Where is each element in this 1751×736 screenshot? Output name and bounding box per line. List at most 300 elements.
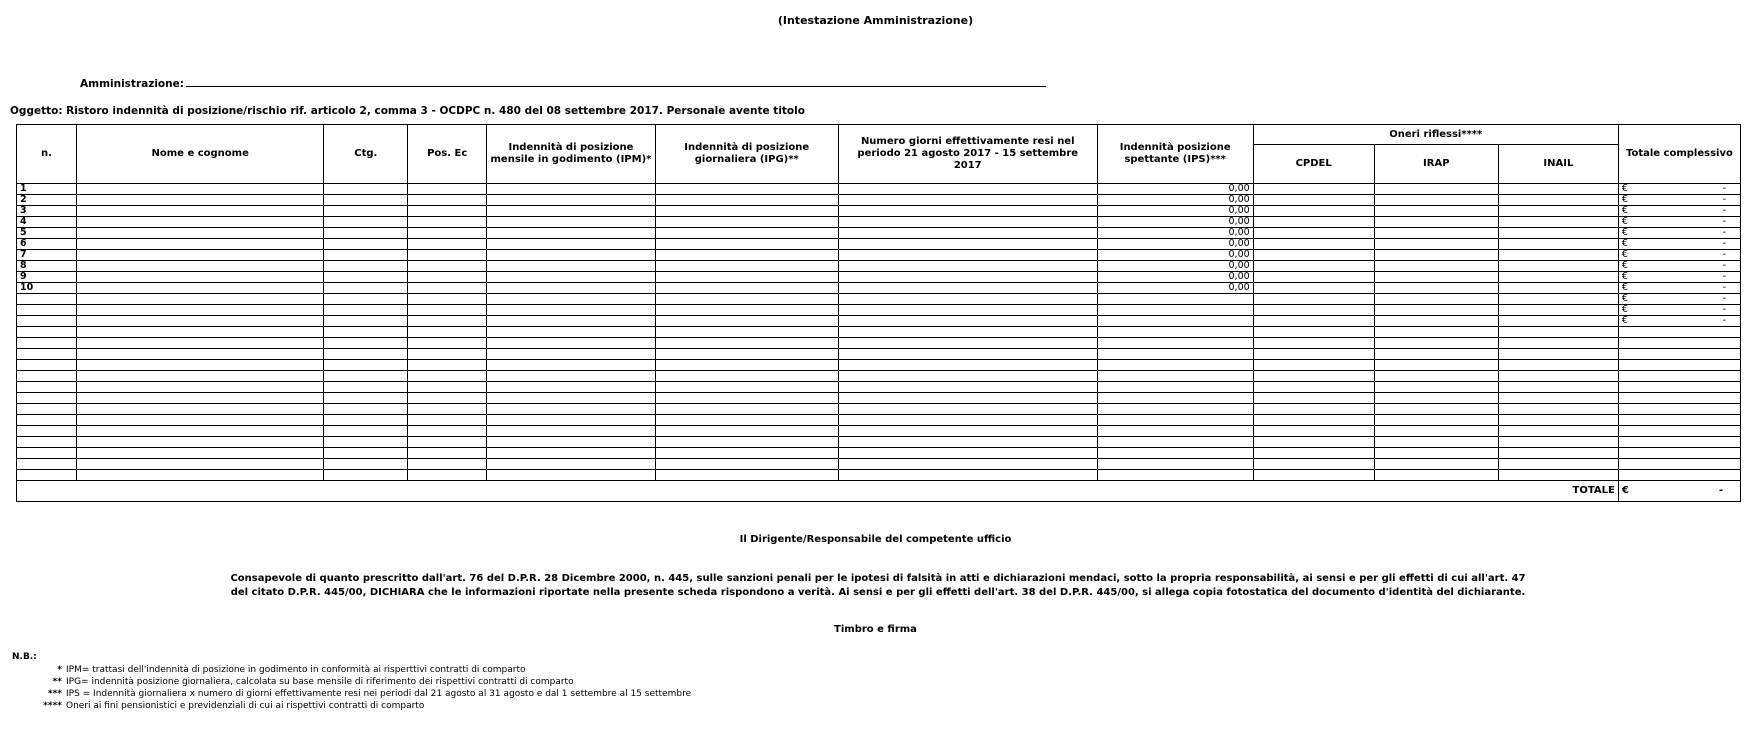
pos-cell[interactable] [408, 437, 487, 448]
name-cell[interactable] [76, 195, 324, 206]
row-number-cell: 7 [17, 250, 77, 261]
ctg-cell[interactable] [324, 316, 408, 327]
name-cell[interactable] [76, 327, 324, 338]
name-cell[interactable] [76, 228, 324, 239]
ctg-cell[interactable] [324, 327, 408, 338]
days-cell[interactable] [838, 382, 1097, 393]
name-cell[interactable] [76, 459, 324, 470]
total-euro-cell [1618, 404, 1642, 415]
cpdel-cell[interactable] [1253, 206, 1374, 217]
inail-cell[interactable] [1498, 382, 1618, 393]
inail-cell[interactable] [1498, 217, 1618, 228]
irap-cell[interactable] [1374, 371, 1498, 382]
days-cell[interactable] [838, 426, 1097, 437]
ipg-cell[interactable] [655, 437, 838, 448]
ipm-cell[interactable] [487, 184, 655, 195]
inail-cell[interactable] [1498, 305, 1618, 316]
ctg-cell[interactable] [324, 228, 408, 239]
ips-cell: 0,00 [1097, 217, 1253, 228]
pos-cell[interactable] [408, 470, 487, 481]
ips-cell [1097, 404, 1253, 415]
days-cell[interactable] [838, 228, 1097, 239]
days-cell[interactable] [838, 393, 1097, 404]
name-cell[interactable] [76, 272, 324, 283]
ipg-cell[interactable] [655, 305, 838, 316]
ipg-cell[interactable] [655, 448, 838, 459]
ctg-cell[interactable] [324, 184, 408, 195]
cpdel-cell[interactable] [1253, 470, 1374, 481]
cpdel-cell[interactable] [1253, 415, 1374, 426]
ips-cell [1097, 371, 1253, 382]
cpdel-cell[interactable] [1253, 437, 1374, 448]
ipg-cell[interactable] [655, 338, 838, 349]
total-euro-cell: € [1618, 217, 1642, 228]
cpdel-cell[interactable] [1253, 349, 1374, 360]
pos-cell[interactable] [408, 272, 487, 283]
ipg-cell[interactable] [655, 261, 838, 272]
ipm-cell[interactable] [487, 294, 655, 305]
ctg-cell[interactable] [324, 371, 408, 382]
inail-cell[interactable] [1498, 415, 1618, 426]
ctg-cell[interactable] [324, 459, 408, 470]
inail-cell[interactable] [1498, 294, 1618, 305]
total-euro-cell: € [1618, 206, 1642, 217]
ips-cell [1097, 459, 1253, 470]
ipm-cell[interactable] [487, 261, 655, 272]
inail-cell[interactable] [1498, 250, 1618, 261]
ipm-cell[interactable] [487, 316, 655, 327]
days-cell[interactable] [838, 272, 1097, 283]
table-row [17, 261, 1741, 272]
total-cell [1642, 393, 1740, 404]
ctg-cell[interactable] [324, 349, 408, 360]
row-number-cell: 4 [17, 217, 77, 228]
total-cell: - [1642, 228, 1740, 239]
inail-cell[interactable] [1498, 404, 1618, 415]
name-cell[interactable] [76, 261, 324, 272]
days-cell[interactable] [838, 338, 1097, 349]
declaration-text [12, 572, 1744, 600]
nb-label: N.B.: [12, 652, 37, 662]
days-cell[interactable] [838, 349, 1097, 360]
row-number-cell [17, 404, 77, 415]
pos-cell[interactable] [408, 459, 487, 470]
header-totale: Totale complessivo [1618, 125, 1740, 184]
inail-cell[interactable] [1498, 283, 1618, 294]
ctg-cell[interactable] [324, 393, 408, 404]
ctg-cell[interactable] [324, 470, 408, 481]
irap-cell[interactable] [1374, 283, 1498, 294]
ipm-cell[interactable] [487, 327, 655, 338]
days-cell[interactable] [838, 437, 1097, 448]
ipm-cell[interactable] [487, 338, 655, 349]
cpdel-cell[interactable] [1253, 250, 1374, 261]
pos-cell[interactable] [408, 371, 487, 382]
ips-cell: 0,00 [1097, 184, 1253, 195]
irap-cell[interactable] [1374, 470, 1498, 481]
cpdel-cell[interactable] [1253, 393, 1374, 404]
ipm-cell[interactable] [487, 206, 655, 217]
cpdel-cell[interactable] [1253, 294, 1374, 305]
ipg-cell[interactable] [655, 217, 838, 228]
irap-cell[interactable] [1374, 250, 1498, 261]
table-row [17, 316, 1741, 327]
days-cell[interactable] [838, 327, 1097, 338]
total-euro-cell [1618, 426, 1642, 437]
total-cell [1642, 338, 1740, 349]
ipg-cell[interactable] [655, 184, 838, 195]
ctg-cell[interactable] [324, 448, 408, 459]
days-cell[interactable] [838, 470, 1097, 481]
ipm-cell[interactable] [487, 305, 655, 316]
name-cell[interactable] [76, 294, 324, 305]
name-cell[interactable] [76, 393, 324, 404]
ctg-cell[interactable] [324, 272, 408, 283]
pos-cell[interactable] [408, 206, 487, 217]
cpdel-cell[interactable] [1253, 404, 1374, 415]
total-euro-cell: € [1618, 283, 1642, 294]
ipg-cell[interactable] [655, 360, 838, 371]
pos-cell[interactable] [408, 305, 487, 316]
days-cell[interactable] [838, 283, 1097, 294]
name-cell[interactable] [76, 360, 324, 371]
ctg-cell[interactable] [324, 382, 408, 393]
total-cell [1642, 415, 1740, 426]
name-cell[interactable] [76, 371, 324, 382]
ipg-cell[interactable] [655, 470, 838, 481]
days-cell[interactable] [838, 459, 1097, 470]
name-cell[interactable] [76, 426, 324, 437]
ctg-cell[interactable] [324, 250, 408, 261]
note-text: IPG= indennità posizione giornaliera, calcolata su base mensile di riferimento dei rispettivi contratti di comparto [66, 677, 574, 687]
name-cell[interactable] [76, 349, 324, 360]
pos-cell[interactable] [408, 393, 487, 404]
header-days: Numero giorni effettivamente resi nel periodo 21 agosto 2017 - 15 settembre 2017 [838, 125, 1097, 184]
cpdel-cell[interactable] [1253, 217, 1374, 228]
header-pos: Pos. Ec [408, 125, 487, 184]
pos-cell[interactable] [408, 283, 487, 294]
ips-cell [1097, 415, 1253, 426]
pos-cell[interactable] [408, 448, 487, 459]
irap-cell[interactable] [1374, 294, 1498, 305]
inail-cell[interactable] [1498, 316, 1618, 327]
ipm-cell[interactable] [487, 283, 655, 294]
ipg-cell[interactable] [655, 283, 838, 294]
total-euro-sign: € [1621, 485, 1629, 496]
cpdel-cell[interactable] [1253, 327, 1374, 338]
days-cell[interactable] [838, 305, 1097, 316]
inail-cell[interactable] [1498, 360, 1618, 371]
cpdel-cell[interactable] [1253, 239, 1374, 250]
table-row [17, 228, 1741, 239]
ctg-cell[interactable] [324, 415, 408, 426]
name-cell[interactable] [76, 206, 324, 217]
ipm-cell[interactable] [487, 371, 655, 382]
irap-cell[interactable] [1374, 272, 1498, 283]
irap-cell[interactable] [1374, 195, 1498, 206]
cpdel-cell[interactable] [1253, 316, 1374, 327]
ipg-cell[interactable] [655, 459, 838, 470]
days-cell[interactable] [838, 261, 1097, 272]
days-cell[interactable] [838, 294, 1097, 305]
administration-blank-field[interactable] [186, 76, 1046, 87]
cpdel-cell[interactable] [1253, 184, 1374, 195]
total-euro-cell [1618, 459, 1642, 470]
irap-cell[interactable] [1374, 459, 1498, 470]
row-number-cell [17, 437, 77, 448]
table-row [17, 294, 1741, 305]
ipm-cell[interactable] [487, 228, 655, 239]
ipg-cell[interactable] [655, 316, 838, 327]
days-cell[interactable] [838, 239, 1097, 250]
ipm-cell[interactable] [487, 470, 655, 481]
ctg-cell[interactable] [324, 404, 408, 415]
ctg-cell[interactable] [324, 206, 408, 217]
ipm-cell[interactable] [487, 195, 655, 206]
irap-cell[interactable] [1374, 184, 1498, 195]
pos-cell[interactable] [408, 316, 487, 327]
ipm-cell[interactable] [487, 360, 655, 371]
irap-cell[interactable] [1374, 338, 1498, 349]
days-cell[interactable] [838, 404, 1097, 415]
days-cell[interactable] [838, 206, 1097, 217]
name-cell[interactable] [76, 239, 324, 250]
pos-cell[interactable] [408, 250, 487, 261]
pos-cell[interactable] [408, 327, 487, 338]
row-number-cell: 9 [17, 272, 77, 283]
irap-cell[interactable] [1374, 305, 1498, 316]
total-label: TOTALE [17, 481, 1619, 502]
name-cell[interactable] [76, 470, 324, 481]
inail-cell[interactable] [1498, 459, 1618, 470]
ctg-cell[interactable] [324, 195, 408, 206]
ipm-cell[interactable] [487, 426, 655, 437]
inail-cell[interactable] [1498, 206, 1618, 217]
total-value: - [1718, 485, 1723, 496]
total-cell: - [1642, 261, 1740, 272]
table-row [17, 272, 1741, 283]
total-cell: - [1642, 272, 1740, 283]
pos-cell[interactable] [408, 404, 487, 415]
ctg-cell[interactable] [324, 261, 408, 272]
ctg-cell[interactable] [324, 360, 408, 371]
ctg-cell[interactable] [324, 217, 408, 228]
pos-cell[interactable] [408, 382, 487, 393]
irap-cell[interactable] [1374, 437, 1498, 448]
inail-cell[interactable] [1498, 426, 1618, 437]
ctg-cell[interactable] [324, 437, 408, 448]
ipg-cell[interactable] [655, 426, 838, 437]
irap-cell[interactable] [1374, 327, 1498, 338]
name-cell[interactable] [76, 415, 324, 426]
row-number-cell: 10 [17, 283, 77, 294]
total-euro-cell [1618, 448, 1642, 459]
irap-cell[interactable] [1374, 426, 1498, 437]
ctg-cell[interactable] [324, 426, 408, 437]
name-cell[interactable] [76, 448, 324, 459]
name-cell[interactable] [76, 338, 324, 349]
pos-cell[interactable] [408, 195, 487, 206]
name-cell[interactable] [76, 437, 324, 448]
pos-cell[interactable] [408, 228, 487, 239]
ipg-cell[interactable] [655, 239, 838, 250]
cpdel-cell[interactable] [1253, 338, 1374, 349]
days-cell[interactable] [838, 250, 1097, 261]
ipg-cell[interactable] [655, 349, 838, 360]
irap-cell[interactable] [1374, 316, 1498, 327]
ipg-cell[interactable] [655, 195, 838, 206]
pos-cell[interactable] [408, 338, 487, 349]
pos-cell[interactable] [408, 360, 487, 371]
ipm-cell[interactable] [487, 217, 655, 228]
header-oneri: Oneri riflessi**** [1253, 125, 1618, 145]
ipm-cell[interactable] [487, 239, 655, 250]
inail-cell[interactable] [1498, 371, 1618, 382]
irap-cell[interactable] [1374, 239, 1498, 250]
irap-cell[interactable] [1374, 382, 1498, 393]
header-n: n. [17, 125, 77, 184]
cpdel-cell[interactable] [1253, 272, 1374, 283]
days-cell[interactable] [838, 415, 1097, 426]
ipg-cell[interactable] [655, 393, 838, 404]
days-cell[interactable] [838, 217, 1097, 228]
irap-cell[interactable] [1374, 393, 1498, 404]
cpdel-cell[interactable] [1253, 459, 1374, 470]
irap-cell[interactable] [1374, 448, 1498, 459]
days-cell[interactable] [838, 360, 1097, 371]
irap-cell[interactable] [1374, 206, 1498, 217]
pos-cell[interactable] [408, 415, 487, 426]
irap-cell[interactable] [1374, 415, 1498, 426]
name-cell[interactable] [76, 217, 324, 228]
total-euro-cell: € [1618, 195, 1642, 206]
personnel-table [16, 124, 1741, 502]
pos-cell[interactable] [408, 426, 487, 437]
total-euro-cell: € [1618, 239, 1642, 250]
ipm-cell[interactable] [487, 250, 655, 261]
cpdel-cell[interactable] [1253, 382, 1374, 393]
name-cell[interactable] [76, 316, 324, 327]
pos-cell[interactable] [408, 239, 487, 250]
days-cell[interactable] [838, 371, 1097, 382]
ipg-cell[interactable] [655, 382, 838, 393]
total-cell [1642, 426, 1740, 437]
cpdel-cell[interactable] [1253, 305, 1374, 316]
ipg-cell[interactable] [655, 228, 838, 239]
irap-cell[interactable] [1374, 404, 1498, 415]
header-irap: IRAP [1374, 145, 1498, 184]
table-row [17, 360, 1741, 371]
irap-cell[interactable] [1374, 261, 1498, 272]
cpdel-cell[interactable] [1253, 448, 1374, 459]
ipm-cell[interactable] [487, 448, 655, 459]
cpdel-cell[interactable] [1253, 283, 1374, 294]
ipg-cell[interactable] [655, 294, 838, 305]
total-euro-cell [1618, 393, 1642, 404]
pos-cell[interactable] [408, 261, 487, 272]
pos-cell[interactable] [408, 217, 487, 228]
name-cell[interactable] [76, 382, 324, 393]
cpdel-cell[interactable] [1253, 426, 1374, 437]
ipg-cell[interactable] [655, 272, 838, 283]
note-item [12, 700, 691, 712]
ips-cell [1097, 338, 1253, 349]
inail-cell[interactable] [1498, 393, 1618, 404]
ctg-cell[interactable] [324, 338, 408, 349]
ipm-cell[interactable] [487, 437, 655, 448]
pos-cell[interactable] [408, 184, 487, 195]
ipg-cell[interactable] [655, 250, 838, 261]
inail-cell[interactable] [1498, 349, 1618, 360]
ipg-cell[interactable] [655, 415, 838, 426]
days-cell[interactable] [838, 195, 1097, 206]
total-cell: - [1642, 250, 1740, 261]
cpdel-cell[interactable] [1253, 360, 1374, 371]
row-number-cell [17, 338, 77, 349]
inail-cell[interactable] [1498, 228, 1618, 239]
cpdel-cell[interactable] [1253, 228, 1374, 239]
ipg-cell[interactable] [655, 404, 838, 415]
name-cell[interactable] [76, 283, 324, 294]
inail-cell[interactable] [1498, 184, 1618, 195]
days-cell[interactable] [838, 448, 1097, 459]
ctg-cell[interactable] [324, 305, 408, 316]
ipg-cell[interactable] [655, 327, 838, 338]
inail-cell[interactable] [1498, 437, 1618, 448]
name-cell[interactable] [76, 184, 324, 195]
inail-cell[interactable] [1498, 272, 1618, 283]
irap-cell[interactable] [1374, 360, 1498, 371]
ipm-cell[interactable] [487, 393, 655, 404]
pos-cell[interactable] [408, 294, 487, 305]
ctg-cell[interactable] [324, 283, 408, 294]
ipg-cell[interactable] [655, 206, 838, 217]
name-cell[interactable] [76, 250, 324, 261]
ipm-cell[interactable] [487, 459, 655, 470]
inail-cell[interactable] [1498, 338, 1618, 349]
pos-cell[interactable] [408, 349, 487, 360]
ipm-cell[interactable] [487, 415, 655, 426]
irap-cell[interactable] [1374, 217, 1498, 228]
row-number-cell [17, 415, 77, 426]
row-number-cell: 1 [17, 184, 77, 195]
name-cell[interactable] [76, 305, 324, 316]
inail-cell[interactable] [1498, 448, 1618, 459]
ctg-cell[interactable] [324, 239, 408, 250]
name-cell[interactable] [76, 404, 324, 415]
cpdel-cell[interactable] [1253, 371, 1374, 382]
cpdel-cell[interactable] [1253, 195, 1374, 206]
cpdel-cell[interactable] [1253, 261, 1374, 272]
irap-cell[interactable] [1374, 349, 1498, 360]
ipm-cell[interactable] [487, 404, 655, 415]
total-cell [1642, 371, 1740, 382]
days-cell[interactable] [838, 316, 1097, 327]
ipm-cell[interactable] [487, 382, 655, 393]
inail-cell[interactable] [1498, 470, 1618, 481]
days-cell[interactable] [838, 184, 1097, 195]
ipm-cell[interactable] [487, 272, 655, 283]
inail-cell[interactable] [1498, 195, 1618, 206]
irap-cell[interactable] [1374, 228, 1498, 239]
ipm-cell[interactable] [487, 349, 655, 360]
inail-cell[interactable] [1498, 261, 1618, 272]
ipg-cell[interactable] [655, 371, 838, 382]
ips-cell: 0,00 [1097, 206, 1253, 217]
inail-cell[interactable] [1498, 239, 1618, 250]
inail-cell[interactable] [1498, 327, 1618, 338]
ctg-cell[interactable] [324, 294, 408, 305]
